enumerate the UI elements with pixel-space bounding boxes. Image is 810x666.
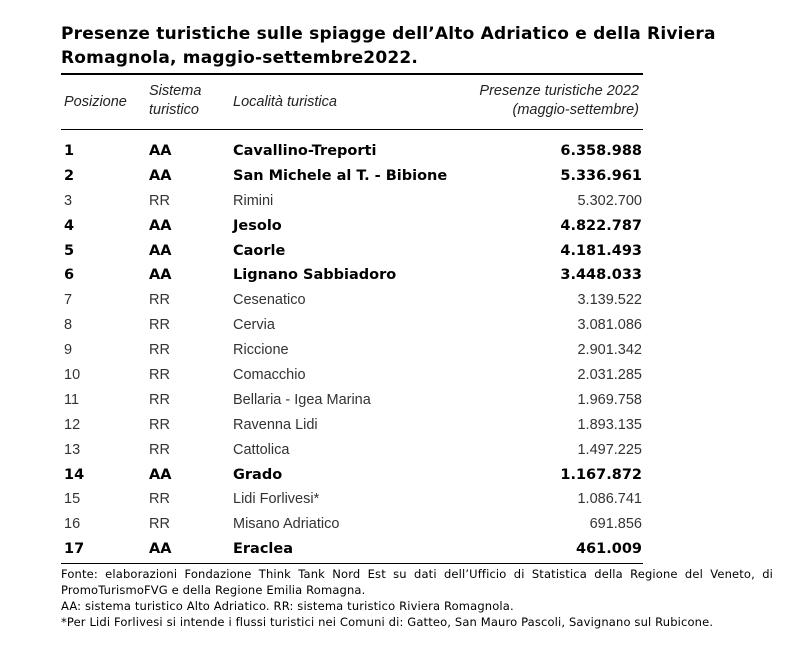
cell-localita: Comacchio <box>233 367 306 384</box>
table-bottom-rule <box>61 563 643 564</box>
cell-presenze: 5.336.961 <box>560 167 642 184</box>
cell-posizione: 16 <box>64 516 81 533</box>
table-row <box>0 464 810 489</box>
header-localita-label: Località turistica <box>233 94 337 110</box>
table-row <box>0 140 810 165</box>
table-row <box>0 414 810 439</box>
cell-localita: Misano Adriatico <box>233 516 340 533</box>
cell-posizione: 12 <box>64 416 81 433</box>
cell-localita: Jesolo <box>233 217 282 234</box>
table-title: Presenze turistiche sulle spiagge dell’Alto Adriatico e della Riviera Romagnola, maggio-settembre2022. <box>61 24 716 68</box>
cell-localita: Cattolica <box>233 441 290 458</box>
cell-localita: Rimini <box>233 192 274 209</box>
table-row <box>0 538 810 563</box>
cell-localita: San Michele al T. - Bibione <box>233 167 448 184</box>
cell-posizione: 17 <box>64 541 85 558</box>
table-row <box>0 190 810 215</box>
header-localita <box>233 93 337 112</box>
header-posizione <box>64 93 127 112</box>
cell-posizione: 8 <box>64 317 73 334</box>
table-row <box>0 364 810 389</box>
footnote-note: *Per Lidi Forlivesi si intende i flussi turistici nei Comuni di: Gatteo, San Mauro Pascoli, Savignano sul Rubicone. <box>61 615 714 629</box>
cell-presenze: 4.822.787 <box>560 217 642 234</box>
table-row <box>0 389 810 414</box>
cell-localita: Cavallino-Treporti <box>233 143 377 159</box>
cell-posizione: 5 <box>64 242 75 259</box>
cell-sistema: RR <box>149 192 170 209</box>
table-row <box>0 165 810 190</box>
cell-posizione: 1 <box>64 143 75 159</box>
cell-localita: Grado <box>233 466 283 483</box>
table-body <box>0 140 810 563</box>
header-sistema-line2: turistico <box>149 102 199 118</box>
cell-presenze: 691.856 <box>589 516 642 533</box>
table-row <box>0 513 810 538</box>
cell-presenze: 1.086.741 <box>577 491 642 508</box>
cell-presenze: 3.139.522 <box>577 292 642 309</box>
cell-presenze: 3.081.086 <box>577 317 642 334</box>
cell-posizione: 13 <box>64 441 81 458</box>
cell-localita: Riccione <box>233 342 289 359</box>
footnote-source: Fonte: elaborazioni Fondazione Think Tank Nord Est su dati dell’Ufficio di Statistica della Regione del Veneto, di PromoTurismoFVG e della Regione Emilia Romagna. <box>61 567 773 597</box>
table-row <box>0 264 810 289</box>
cell-posizione: 14 <box>64 466 85 483</box>
header-posizione-label: Posizione <box>64 94 127 110</box>
cell-presenze: 3.448.033 <box>560 267 642 284</box>
cell-presenze: 1.893.135 <box>577 416 642 433</box>
cell-sistema: RR <box>149 441 170 458</box>
cell-sistema: RR <box>149 317 170 334</box>
header-bottom-rule <box>61 129 643 130</box>
cell-localita: Lignano Sabbiadoro <box>233 267 397 284</box>
cell-sistema: AA <box>149 167 172 184</box>
cell-sistema: RR <box>149 491 170 508</box>
cell-sistema: RR <box>149 292 170 309</box>
cell-posizione: 9 <box>64 342 73 359</box>
cell-localita: Caorle <box>233 242 286 259</box>
cell-posizione: 15 <box>64 491 81 508</box>
cell-sistema: AA <box>149 143 172 159</box>
footnotes <box>61 566 773 630</box>
cell-presenze: 4.181.493 <box>560 242 642 259</box>
cell-sistema: RR <box>149 391 170 408</box>
cell-sistema: RR <box>149 367 170 384</box>
table-row <box>0 488 810 513</box>
cell-sistema: AA <box>149 242 172 259</box>
footnote-legend: AA: sistema turistico Alto Adriatico. RR: sistema turistico Riviera Romagnola. <box>61 599 514 613</box>
cell-localita: Ravenna Lidi <box>233 416 318 433</box>
header-presenze-line1: Presenze turistiche 2022 <box>479 83 639 99</box>
cell-sistema: AA <box>149 217 172 234</box>
cell-posizione: 10 <box>64 367 81 384</box>
cell-presenze: 1.497.225 <box>577 441 642 458</box>
header-presenze <box>400 82 639 120</box>
header-sistema <box>149 82 201 120</box>
table-row <box>0 339 810 364</box>
cell-localita: Lidi Forlivesi* <box>233 491 320 508</box>
cell-sistema: RR <box>149 342 170 359</box>
cell-presenze: 461.009 <box>575 541 642 558</box>
header-sistema-line1: Sistema <box>149 83 202 99</box>
cell-presenze: 2.901.342 <box>577 342 642 359</box>
table-row <box>0 314 810 339</box>
table-row <box>0 215 810 240</box>
table-row <box>0 240 810 265</box>
cell-posizione: 3 <box>64 192 73 209</box>
cell-presenze: 1.167.872 <box>560 466 642 483</box>
cell-presenze: 2.031.285 <box>577 367 642 384</box>
cell-presenze: 5.302.700 <box>577 192 642 209</box>
cell-localita: Eraclea <box>233 541 294 558</box>
table-row <box>0 439 810 464</box>
header-top-rule <box>61 73 643 75</box>
cell-posizione: 11 <box>64 391 80 408</box>
cell-posizione: 6 <box>64 267 75 284</box>
cell-sistema: AA <box>149 466 172 483</box>
cell-localita: Bellaria - Igea Marina <box>233 391 371 408</box>
cell-localita: Cesenatico <box>233 292 306 309</box>
cell-posizione: 7 <box>64 292 73 309</box>
cell-localita: Cervia <box>233 317 275 334</box>
cell-sistema: AA <box>149 267 172 284</box>
cell-presenze: 6.358.988 <box>560 143 642 159</box>
cell-presenze: 1.969.758 <box>577 391 642 408</box>
cell-posizione: 2 <box>64 167 75 184</box>
table-row <box>0 289 810 314</box>
cell-sistema: RR <box>149 516 170 533</box>
cell-sistema: AA <box>149 541 172 558</box>
header-presenze-line2: (maggio-settembre) <box>512 102 639 118</box>
cell-sistema: RR <box>149 416 170 433</box>
cell-posizione: 4 <box>64 217 75 234</box>
